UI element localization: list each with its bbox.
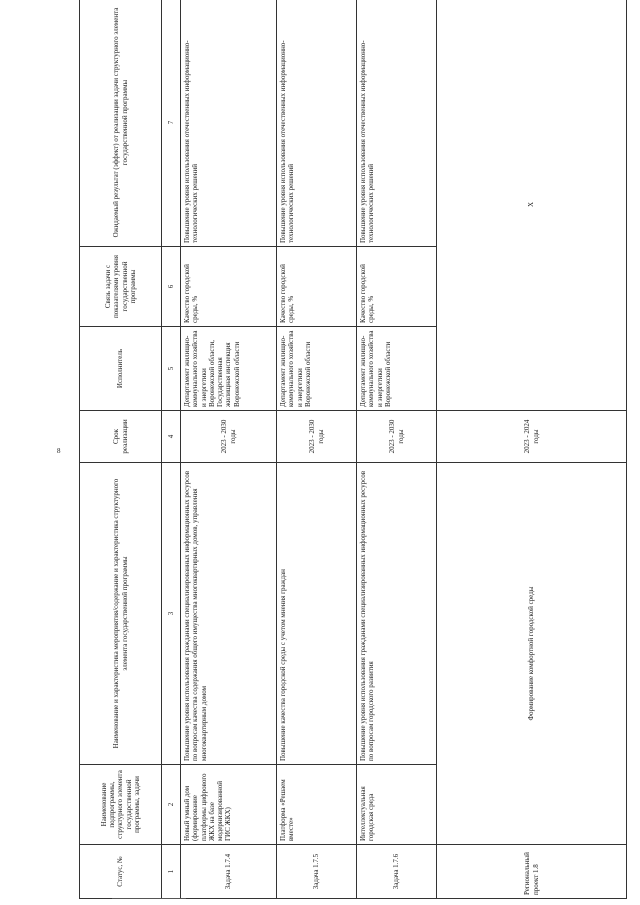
row-description: Повышение уровня использования гражданами специализированных информационных ресурсов по вопросам городского развития [357,463,437,765]
row-executor: Департамент жилищно-коммунального хозяйства и энергетики Воронежской области [357,327,437,411]
row-status: Задача 1.7.6 [357,845,437,899]
header-result: Ожидаемый результат (эффект) от реализации задачи структурного элемента государственной программы [80,0,162,247]
project-mark: Х [437,0,627,411]
table-row [181,0,277,899]
project-description: Формирование комфортной городской среды [437,463,627,845]
project-row [437,0,627,899]
page-number: 8 [57,447,61,455]
column-number: 3 [162,463,181,765]
column-number: 2 [162,765,181,845]
row-result: Повышение уровня использования отечественных информационно-технологических решений [277,0,357,247]
row-description: Повышение качества городской среды с учетом мнения граждан [277,463,357,765]
project-status: Региональный проект 1.8 [437,845,627,899]
row-result: Повышение уровня использования отечественных информационно-технологических решений [181,0,277,247]
table-header-row [80,0,162,899]
column-number: 7 [162,0,181,247]
column-number: 6 [162,247,181,327]
header-term: Срок реализации [80,411,162,463]
column-number: 4 [162,411,181,463]
row-link: Качество городской среды, % [357,247,437,327]
row-term: 2023 - 2030 годы [357,411,437,463]
table-row [357,0,437,899]
row-term: 2023 - 2030 годы [277,411,357,463]
header-executor: Исполнитель [80,327,162,411]
row-name: Новый умный дом (формирование платформы цифрового ЖКХ на базе модернизированной ГИС ЖКХ) [181,765,277,845]
header-name: Наименование подпрограммы, структурного элемента государственной программы, задачи [80,765,162,845]
row-description: Повышение уровня использования гражданами специализированных информационных ресурсов по вопросам качества содержания общего имущества многоквартирных домов, управления многоквартирным домом [181,463,277,765]
footer-divider [112,898,186,899]
row-name: Платформа «Решаем вместе» [277,765,357,845]
header-link: Связь задачи с показателями уровня государственной программы [80,247,162,327]
row-status: Задача 1.7.5 [277,845,357,899]
column-number: 1 [162,845,181,899]
table-row [277,0,357,899]
column-number: 5 [162,327,181,411]
row-executor: Департамент жилищно-коммунального хозяйства и энергетики Воронежской области, Государственная жилищная инспекция Воронежской области [181,327,277,411]
rotated-table-sheet [79,0,627,899]
row-link: Качество городской среды, % [277,247,357,327]
header-status: Статус, № [80,845,162,899]
project-term: 2023 - 2024 годы [437,411,627,463]
program-table [79,0,627,899]
header-description: Наименование и характеристика мероприятия/содержание и характеристика структурного элемента государственной программы [80,463,162,765]
row-name: Интеллектуальная городская среда [357,765,437,845]
row-status: Задача 1.7.4 [181,845,277,899]
column-number-row [162,0,181,899]
row-result: Повышение уровня использования отечественных информационно-технологических решений [357,0,437,247]
row-executor: Департамент жилищно-коммунального хозяйства и энергетики Воронежской области [277,327,357,411]
row-link: Качество городской среды, % [181,247,277,327]
row-term: 2023 - 2030 годы [181,411,277,463]
